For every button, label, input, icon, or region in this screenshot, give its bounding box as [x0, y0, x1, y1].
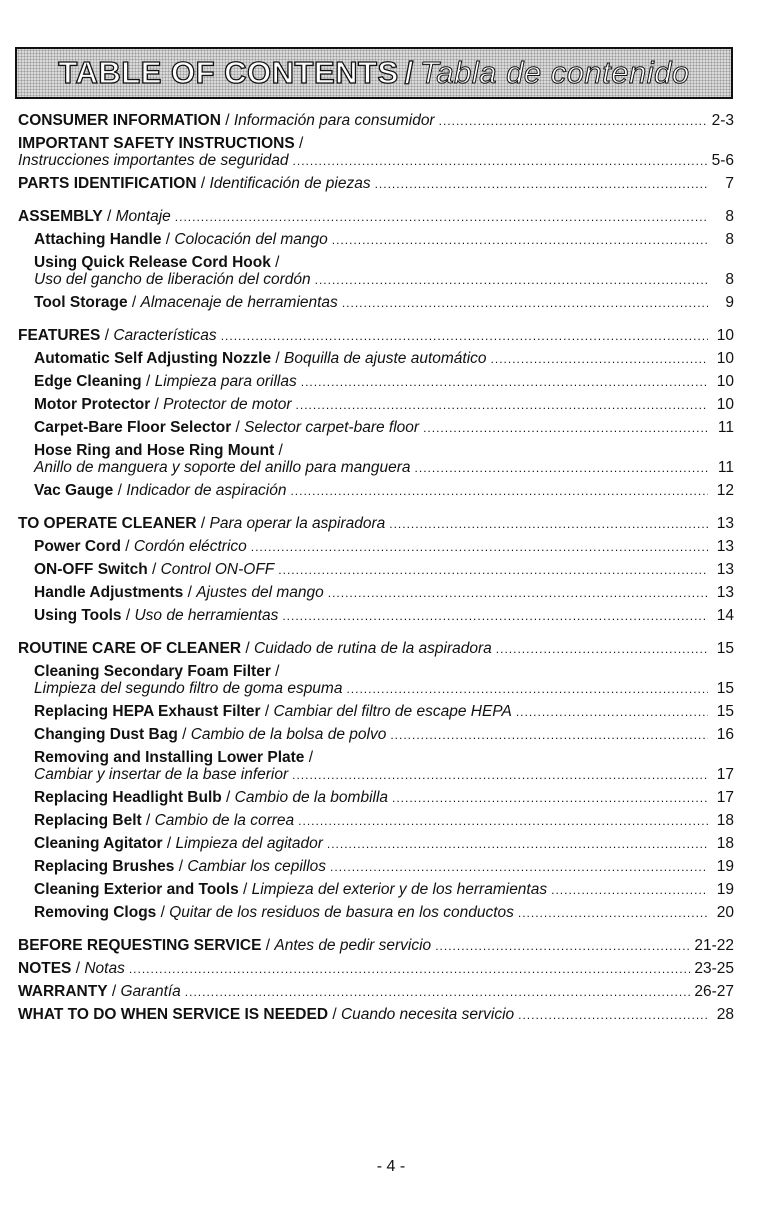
dot-leader	[491, 350, 708, 368]
toc-entry-english: IMPORTANT SAFETY INSTRUCTIONS	[18, 135, 295, 152]
toc-entry-line	[18, 231, 734, 248]
dot-leader	[518, 904, 708, 922]
toc-entry-english: Replacing Belt	[34, 812, 142, 829]
toc-entry-page: 13	[716, 538, 734, 555]
toc-entry-line	[18, 584, 734, 601]
toc-entry-spanish: Almacenaje de herramientas	[140, 294, 338, 311]
toc-entry-line	[18, 112, 734, 129]
toc-entry-separator: /	[220, 112, 234, 129]
toc-entry-spanish: Protector de motor	[163, 396, 292, 413]
toc-entry-english: Cleaning Secondary Foam Filter	[34, 663, 271, 680]
toc-entry	[18, 373, 734, 390]
toc-entry-separator: /	[294, 135, 304, 152]
toc-entry-english: Carpet-Bare Floor Selector	[34, 419, 232, 436]
dot-leader	[328, 584, 708, 602]
toc-entry	[18, 112, 734, 129]
toc-entry-separator: /	[196, 175, 210, 192]
dot-leader	[551, 881, 708, 899]
toc-entry-page: 10	[716, 350, 734, 367]
toc-entry-spanish: Colocación del mango	[174, 231, 328, 248]
toc-entry-line	[18, 482, 734, 499]
toc-entry-line	[18, 983, 734, 1000]
toc-entry-line	[18, 640, 734, 657]
toc-entry-line	[18, 607, 734, 624]
toc-entry-separator: /	[304, 749, 314, 766]
toc-entry-page: 20	[716, 904, 734, 921]
dot-leader	[330, 858, 708, 876]
toc-entry-page: 19	[716, 858, 734, 875]
toc-entry-line	[18, 1006, 734, 1023]
toc-entry-separator: /	[271, 350, 285, 367]
toc-entry-spanish: Boquilla de ajuste automático	[284, 350, 487, 367]
toc-entry-page: 8	[725, 208, 734, 225]
section-spacer	[18, 630, 734, 640]
toc-entry-english: Replacing Brushes	[34, 858, 175, 875]
dot-leader	[516, 703, 708, 721]
toc-entry-page: 18	[716, 812, 734, 829]
toc-entry-spanish: Características	[113, 327, 217, 344]
toc-entry-spanish: Limpieza del exterior y de los herramientas	[251, 881, 548, 898]
toc-entry	[18, 584, 734, 601]
toc-entry-separator: /	[120, 538, 134, 555]
toc-entry-english: Power Cord	[34, 538, 121, 555]
toc-entry-english: WARRANTY	[18, 983, 108, 1000]
toc-entry-page: 16	[716, 726, 734, 743]
toc-entry-line	[18, 459, 734, 476]
dot-leader	[290, 482, 708, 500]
toc-entry-spanish: Cordón eléctrico	[133, 538, 247, 555]
toc-entry-page: 15	[716, 680, 734, 697]
toc-entry-separator: /	[127, 294, 141, 311]
toc-entry-english: TO OPERATE CLEANER	[18, 515, 197, 532]
toc-entry	[18, 515, 734, 532]
toc-entry-english: ASSEMBLY	[18, 208, 103, 225]
toc-entry-english: FEATURES	[18, 327, 101, 344]
toc-entry	[18, 208, 734, 225]
toc-entry	[18, 858, 734, 875]
toc-entry-separator: /	[141, 373, 155, 390]
toc-entry-separator: /	[274, 442, 283, 459]
dot-leader	[518, 1006, 708, 1024]
toc-entry-line	[18, 766, 734, 783]
toc-entry-separator: /	[260, 703, 274, 720]
toc-entry-english: Automatic Self Adjusting Nozzle	[34, 350, 272, 367]
toc-entry-separator: /	[121, 607, 135, 624]
toc-entry	[18, 607, 734, 624]
toc-entry	[18, 835, 734, 852]
dot-leader	[390, 726, 708, 744]
toc-entry-page: 10	[716, 373, 734, 390]
toc-entry-spanish: Anillo de manguera y soporte del anillo para manguera	[34, 459, 411, 476]
toc-entry-page: 17	[716, 789, 734, 806]
toc-entry-line	[18, 904, 734, 921]
toc-entry-spanish: Limpieza del agitador	[175, 835, 323, 852]
toc-entry	[18, 937, 734, 954]
dot-leader	[185, 983, 691, 1001]
toc-entry-line	[18, 373, 734, 390]
toc-entry-title-line	[18, 663, 734, 680]
toc-entry-line	[18, 726, 734, 743]
toc-entry	[18, 904, 734, 921]
section-spacer	[18, 317, 734, 327]
toc-entry-title-line	[18, 442, 734, 459]
toc-entry-line	[18, 937, 734, 954]
toc-entry-english: Changing Dust Bag	[34, 726, 178, 743]
toc-entry	[18, 812, 734, 829]
toc-entry	[18, 254, 734, 288]
toc-entry-page: 15	[716, 640, 734, 657]
toc-entry-line	[18, 960, 734, 977]
dot-leader	[415, 459, 708, 477]
toc-entry-separator: /	[270, 254, 280, 271]
toc-title-banner	[15, 47, 733, 99]
toc-entry-separator: /	[231, 419, 245, 436]
toc-entry	[18, 983, 734, 1000]
toc-entry-spanish: Uso de herramientas	[134, 607, 279, 624]
dot-leader	[439, 112, 708, 130]
toc-entry-separator: /	[141, 812, 155, 829]
toc-entry-spanish: Cambiar los cepillos	[187, 858, 327, 875]
toc-entry	[18, 482, 734, 499]
toc-entry-spanish: Cambio de la bolsa de polvo	[190, 726, 387, 743]
toc-entry-separator: /	[102, 208, 116, 225]
dot-leader	[375, 175, 708, 193]
toc-entry-english: Handle Adjustments	[34, 584, 184, 601]
toc-entry	[18, 881, 734, 898]
toc-entry-line	[18, 881, 734, 898]
toc-entry-line	[18, 835, 734, 852]
toc-entry-page: 8	[725, 231, 734, 248]
toc-entry-title-line	[18, 254, 734, 271]
toc-entry-page: 2-3	[711, 112, 734, 129]
toc-entry-line	[18, 538, 734, 555]
title-separator: /	[404, 55, 414, 90]
section-spacer	[18, 927, 734, 937]
toc-entry-page: 13	[716, 584, 734, 601]
toc-entry-page: 17	[716, 766, 734, 783]
toc-entry-line	[18, 858, 734, 875]
toc-entry-separator: /	[113, 482, 127, 499]
toc-entry	[18, 789, 734, 806]
toc-entry-separator: /	[183, 584, 197, 601]
toc-entry-line	[18, 152, 734, 169]
toc-entry-separator: /	[177, 726, 191, 743]
toc-entry-spanish: Para operar la aspiradora	[209, 515, 386, 532]
dot-leader	[129, 960, 691, 978]
toc-entry-page: 15	[716, 703, 734, 720]
toc-entry-english: Tool Storage	[34, 294, 128, 311]
toc-entry-line	[18, 561, 734, 578]
toc-entry-page: 10	[716, 396, 734, 413]
toc-entry-english: Removing Clogs	[34, 904, 157, 921]
toc-entry-english: Attaching Handle	[34, 231, 162, 248]
toc-entry-separator: /	[150, 396, 164, 413]
toc-entry	[18, 135, 734, 169]
title-english: TABLE OF CONTENTS	[58, 55, 399, 90]
toc-entry-spanish: Garantía	[120, 983, 181, 1000]
toc-entry-line	[18, 680, 734, 697]
toc-entry	[18, 442, 734, 476]
toc-entry-spanish: Montaje	[115, 208, 171, 225]
toc-entry	[18, 175, 734, 192]
toc-entry	[18, 561, 734, 578]
toc-entry-separator: /	[238, 881, 252, 898]
toc-entry-line	[18, 703, 734, 720]
toc-entry-page: 19	[716, 881, 734, 898]
toc-entry-english: Cleaning Agitator	[34, 835, 163, 852]
toc-entry-page: 10	[716, 327, 734, 344]
toc-entry-separator: /	[162, 835, 176, 852]
toc-entry-spanish: Antes de pedir servicio	[274, 937, 432, 954]
toc-entry-line	[18, 271, 734, 288]
toc-entry-spanish: Ajustes del mango	[196, 584, 324, 601]
toc-entry-english: Using Tools	[34, 607, 122, 624]
section-spacer	[18, 198, 734, 208]
toc-entry-separator: /	[156, 904, 170, 921]
toc-entry-page: 12	[716, 482, 734, 499]
toc-entry-spanish: Cambio de la bombilla	[234, 789, 389, 806]
toc-entry-spanish: Indicador de aspiración	[126, 482, 287, 499]
toc-entry	[18, 419, 734, 436]
toc-entry-page: 26-27	[694, 983, 734, 1000]
dot-leader	[296, 396, 708, 414]
toc-entry-spanish: Cuidado de rutina de la aspiradora	[253, 640, 492, 657]
dot-leader	[293, 152, 708, 170]
toc-entry-spanish: Quitar de los residuos de basura en los conductos	[169, 904, 514, 921]
toc-entry	[18, 538, 734, 555]
toc-entry-separator: /	[241, 640, 254, 657]
toc-entry-english: BEFORE REQUESTING SERVICE	[18, 937, 262, 954]
toc-entry-english: Vac Gauge	[34, 482, 114, 499]
toc-entry-english: ROUTINE CARE OF CLEANER	[18, 640, 242, 657]
toc-entry-spanish: Notas	[84, 960, 125, 977]
toc-entry-english: Replacing Headlight Bulb	[34, 789, 222, 806]
dot-leader	[392, 789, 708, 807]
dot-leader	[251, 538, 708, 556]
toc-entry-separator: /	[100, 327, 114, 344]
toc-entry-page: 13	[716, 561, 734, 578]
dot-leader	[315, 271, 708, 289]
toc-entry-page: 5-6	[711, 152, 734, 169]
dot-leader	[298, 812, 708, 830]
dot-leader	[327, 835, 708, 853]
toc-entry	[18, 396, 734, 413]
toc-entry-spanish: Cambiar del filtro de escape HEPA	[273, 703, 512, 720]
title-spanish: Tabla de contenido	[419, 55, 690, 90]
toc-entry-spanish: Selector carpet-bare floor	[244, 419, 420, 436]
toc-entry-english: Replacing HEPA Exhaust Filter	[34, 703, 261, 720]
toc-entry-line	[18, 175, 734, 192]
toc-entry-line	[18, 789, 734, 806]
section-spacer	[18, 505, 734, 515]
toc-entry-english: WHAT TO DO WHEN SERVICE IS NEEDED	[18, 1006, 329, 1023]
toc-entry-separator: /	[147, 561, 161, 578]
toc-entry-spanish: Información para consumidor	[233, 112, 435, 129]
toc-entry-spanish: Cambiar y insertar de la base inferior	[34, 766, 289, 783]
toc-entry-separator: /	[221, 789, 235, 806]
toc-entry-english: NOTES	[18, 960, 72, 977]
dot-leader	[342, 294, 708, 312]
toc-entry-spanish: Uso del gancho de liberación del cordón	[34, 271, 311, 288]
toc-entry-english: Hose Ring and Hose Ring Mount	[34, 442, 275, 459]
dot-leader	[278, 561, 708, 579]
toc-entry-page: 11	[717, 459, 734, 476]
page-title	[58, 55, 689, 91]
toc-entry-english: Cleaning Exterior and Tools	[34, 881, 239, 898]
toc-entry-line	[18, 327, 734, 344]
dot-leader	[221, 327, 708, 345]
toc-entry-english: Removing and Installing Lower Plate	[34, 749, 305, 766]
toc-entry	[18, 327, 734, 344]
page-number: - 4 -	[376, 1158, 406, 1175]
toc-entry-page: 28	[716, 1006, 734, 1023]
toc-entry-line	[18, 515, 734, 532]
toc-entry-english: CONSUMER INFORMATION	[18, 112, 221, 129]
toc-entry-spanish: Control ON-OFF	[160, 561, 275, 578]
dot-leader	[423, 419, 708, 437]
toc-entry-page: 11	[717, 419, 734, 436]
toc-entry-page: 13	[716, 515, 734, 532]
toc-entry-line	[18, 208, 734, 225]
toc-entry	[18, 726, 734, 743]
toc-entry-spanish: Limpieza del segundo filtro de goma espuma	[34, 680, 343, 697]
toc-entry-separator: /	[107, 983, 121, 1000]
dot-leader	[282, 607, 708, 625]
toc-entry-spanish: Cambio de la correa	[154, 812, 295, 829]
dot-leader	[292, 766, 708, 784]
toc-entry	[18, 350, 734, 367]
toc-entry-title-line	[18, 135, 734, 152]
toc-entry-page: 9	[725, 294, 734, 311]
toc-entry-english: Edge Cleaning	[34, 373, 142, 390]
dot-leader	[435, 937, 690, 955]
toc-entry-line	[18, 419, 734, 436]
toc-entry	[18, 703, 734, 720]
toc-entry-separator: /	[261, 937, 275, 954]
toc-entry-page: 18	[716, 835, 734, 852]
toc-entry-title-line	[18, 749, 734, 766]
dot-leader	[301, 373, 708, 391]
toc-entry	[18, 294, 734, 311]
dot-leader	[346, 680, 708, 698]
toc-entry-page: 8	[725, 271, 734, 288]
toc-entry-spanish: Cuando necesita servicio	[340, 1006, 515, 1023]
dot-leader	[175, 208, 708, 226]
toc-entry	[18, 640, 734, 657]
toc-entry-line	[18, 294, 734, 311]
toc-entry	[18, 749, 734, 783]
toc-entry-page: 14	[716, 607, 734, 624]
toc-entry-separator: /	[161, 231, 175, 248]
toc-entry	[18, 1006, 734, 1023]
dot-leader	[332, 231, 708, 249]
toc-entry-english: PARTS IDENTIFICATION	[18, 175, 197, 192]
toc-entry-spanish: Identificación de piezas	[209, 175, 371, 192]
toc-entry-english: Using Quick Release Cord Hook	[34, 254, 271, 271]
toc-entry-separator: /	[71, 960, 85, 977]
toc-entry-spanish: Instrucciones importantes de seguridad	[18, 152, 289, 169]
toc-entry-page: 23-25	[694, 960, 734, 977]
toc-entry-page: 7	[725, 175, 734, 192]
toc-entry	[18, 960, 734, 977]
dot-leader	[389, 515, 708, 533]
toc-entry	[18, 231, 734, 248]
toc-entry-separator: /	[328, 1006, 341, 1023]
toc-entry-separator: /	[270, 663, 280, 680]
toc-entry	[18, 663, 734, 697]
toc-entry-line	[18, 350, 734, 367]
toc-entry-separator: /	[196, 515, 210, 532]
table-of-contents-list	[18, 112, 734, 1029]
toc-entry-line	[18, 812, 734, 829]
toc-entry-english: ON-OFF Switch	[34, 561, 148, 578]
dot-leader	[496, 640, 708, 658]
toc-entry-line	[18, 396, 734, 413]
toc-entry-english: Motor Protector	[34, 396, 151, 413]
toc-entry-spanish: Limpieza para orillas	[154, 373, 297, 390]
toc-entry-separator: /	[174, 858, 188, 875]
toc-entry-page: 21-22	[694, 937, 734, 954]
